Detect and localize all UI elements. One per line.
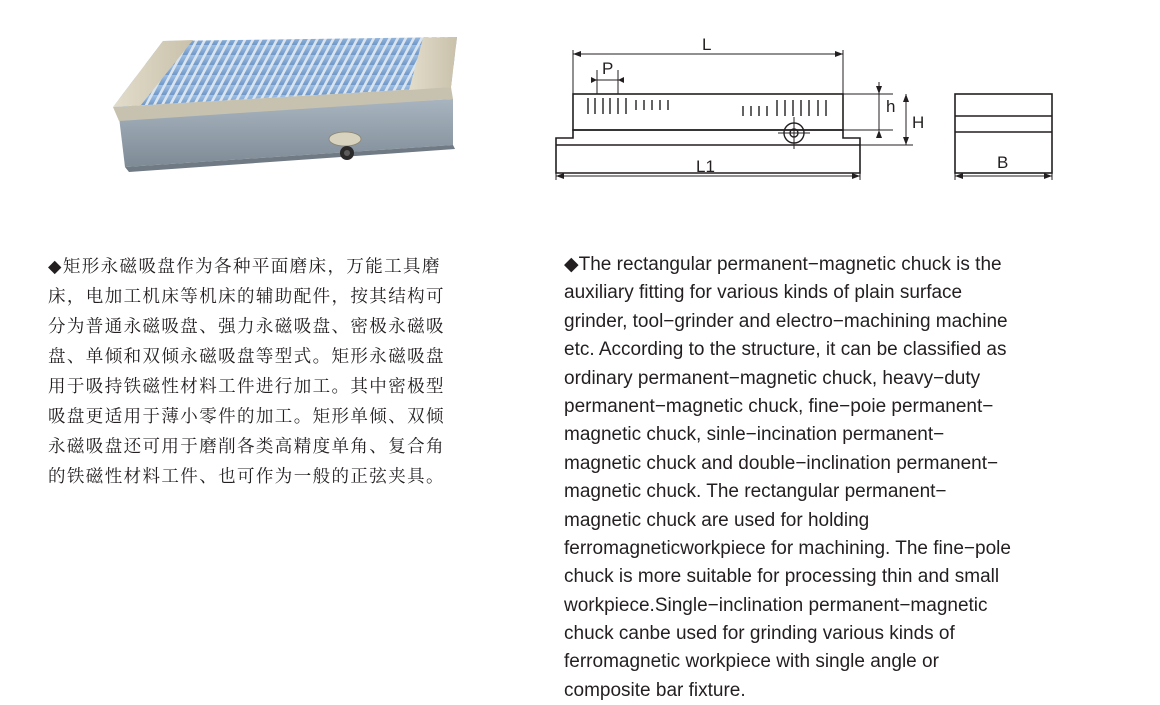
english-line: magnetic chuck and double−inclination permanent− — [564, 452, 999, 474]
english-line: magnetic chuck. The rectangular permanent− — [564, 481, 947, 503]
chuck-product-image — [105, 35, 465, 175]
dimension-drawing — [548, 28, 1063, 188]
label-L1: L1 — [696, 157, 715, 176]
chinese-line: 永磁吸盘还可用于磨削各类高精度单角、复合角 — [48, 437, 445, 457]
chinese-line: 盘、单倾和双倾永磁吸盘等型式。矩形永磁吸盘 — [48, 347, 445, 367]
chinese-line: 分为普通永磁吸盘、强力永磁吸盘、密极永磁吸 — [48, 317, 445, 337]
chinese-line: 的铁磁性材料工件、也可作为一般的正弦夹具。 — [48, 467, 445, 487]
english-line: workpiece.Single−inclination permanent−magnetic — [564, 594, 988, 616]
english-line: chuck is more suitable for processing thin and small — [564, 566, 1000, 588]
label-B: B — [997, 153, 1009, 172]
english-line: magnetic chuck are used for holding — [564, 509, 870, 531]
english-line: composite bar fixture. — [564, 679, 746, 701]
english-line: ordinary permanent−magnetic chuck, heavy−duty — [564, 367, 981, 389]
label-P: P — [602, 59, 614, 78]
label-L: L — [702, 35, 712, 54]
english-line: permanent−magnetic chuck, fine−poie permanent− — [564, 395, 994, 417]
label-h: h — [886, 97, 896, 116]
chinese-description — [48, 252, 518, 492]
english-description — [564, 251, 1124, 705]
english-line: ferromagnetic workpiece with single angle or — [564, 651, 939, 673]
label-H: H — [912, 113, 925, 132]
english-line: auxiliary fitting for various kinds of plain surface — [564, 282, 963, 304]
chinese-line: 用于吸持铁磁性材料工件进行加工。其中密极型 — [48, 377, 445, 397]
english-line: ◆The rectangular permanent−magnetic chuck is the — [564, 254, 1002, 275]
english-line: etc. According to the structure, it can be classified as — [564, 339, 1007, 361]
chinese-line: 床，电加工机床等机床的辅助配件，按其结构可 — [48, 287, 445, 307]
english-line: chuck canbe used for grinding various kinds of — [564, 623, 955, 645]
english-line: grinder, tool−grinder and electro−machining machine — [564, 310, 1008, 332]
english-line: magnetic chuck, sinle−incination permanent− — [564, 424, 945, 446]
chinese-line: ◆矩形永磁吸盘作为各种平面磨床，万能工具磨 — [48, 257, 441, 277]
english-line: ferromagneticworkpiece for machining. The fine−pole — [564, 537, 1011, 559]
chinese-line: 吸盘更适用于薄小零件的加工。矩形单倾、双倾 — [48, 407, 445, 427]
